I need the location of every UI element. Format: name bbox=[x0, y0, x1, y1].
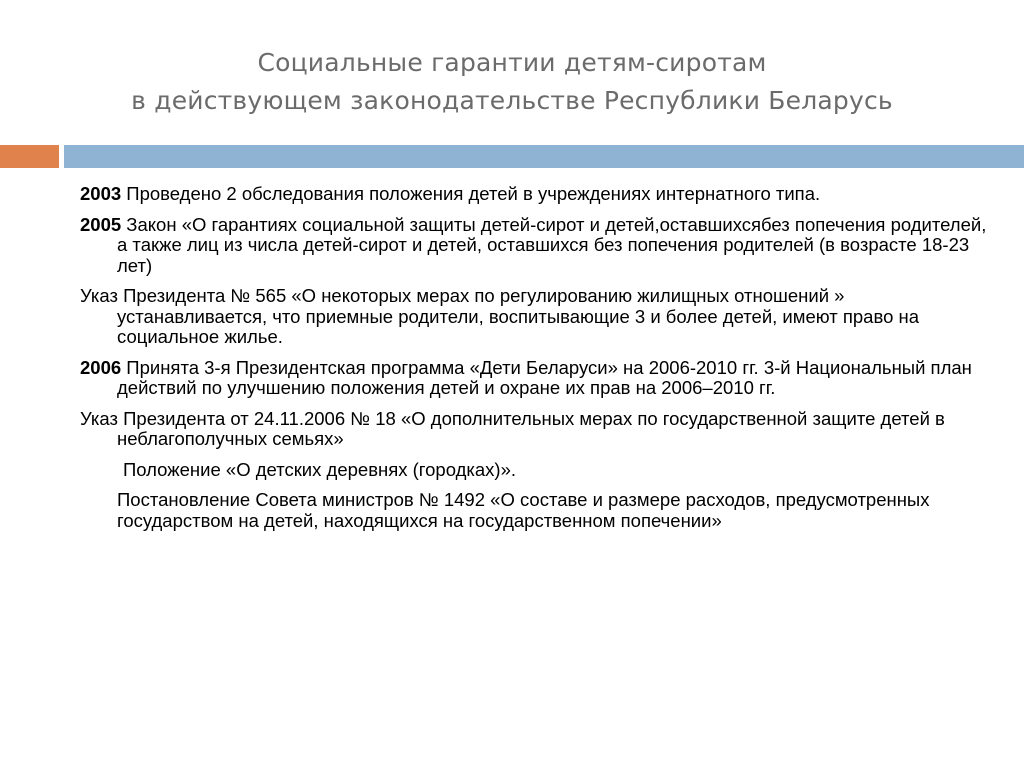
paragraph-decree-18 bbox=[80, 409, 990, 450]
slide-title bbox=[60, 44, 964, 120]
year-label: 2005 bbox=[80, 213, 122, 235]
paragraph-text: Проведено 2 обследования положения детей в учреждениях интернатного типа. bbox=[121, 183, 821, 204]
year-label: 2003 bbox=[80, 183, 122, 204]
paragraph-text: Положение «О детских деревнях (городках)». bbox=[123, 458, 517, 480]
paragraph-text: Закон «О гарантиях социальной защиты детей-сирот и детей,оставшихсябез попечения родителей, а также лиц из числа детей-сирот и детей, оставшихся без попечения родителей (в возрасте 18-23 лет) bbox=[117, 213, 987, 276]
accent-bar-orange bbox=[0, 145, 59, 168]
paragraph-text: Постановление Совета министров № 1492 «О составе и размере расходов, предусмотренных государством на детей, находящихся на государственном попечении» bbox=[117, 489, 930, 531]
paragraph-text: Принята 3-я Президентская программа «Дети Беларуси» на 2006-2010 гг. 3-й Национальный план действий по улучшению положения детей и охране их прав на 2006–2010 гг. bbox=[117, 356, 972, 398]
title-line-2: в действующем законодательстве Республики Беларусь bbox=[131, 86, 893, 115]
slide-body bbox=[80, 184, 990, 541]
paragraph-2005 bbox=[80, 215, 990, 277]
paragraph-resolution-1492 bbox=[80, 490, 990, 531]
paragraph-2006 bbox=[80, 358, 990, 399]
year-label: 2006 bbox=[80, 356, 122, 378]
paragraph-regulation-villages bbox=[80, 460, 990, 481]
paragraph-text: Указ Президента № 565 «О некоторых мерах по регулированию жилищных отношений » устанавливается, что приемные родители, воспитывающие 3 и более детей, имеют право на социальное жилье. bbox=[80, 285, 920, 347]
paragraph-text: Указ Президента от 24.11.2006 № 18 «О дополнительных мерах по государственной защите детей в неблагополучных семьях» bbox=[80, 407, 945, 449]
title-line-1: Социальные гарантии детям-сиротам bbox=[257, 48, 767, 77]
paragraph-decree-565 bbox=[80, 286, 990, 348]
paragraph-2003 bbox=[80, 184, 990, 205]
accent-bar-blue bbox=[64, 145, 1024, 168]
